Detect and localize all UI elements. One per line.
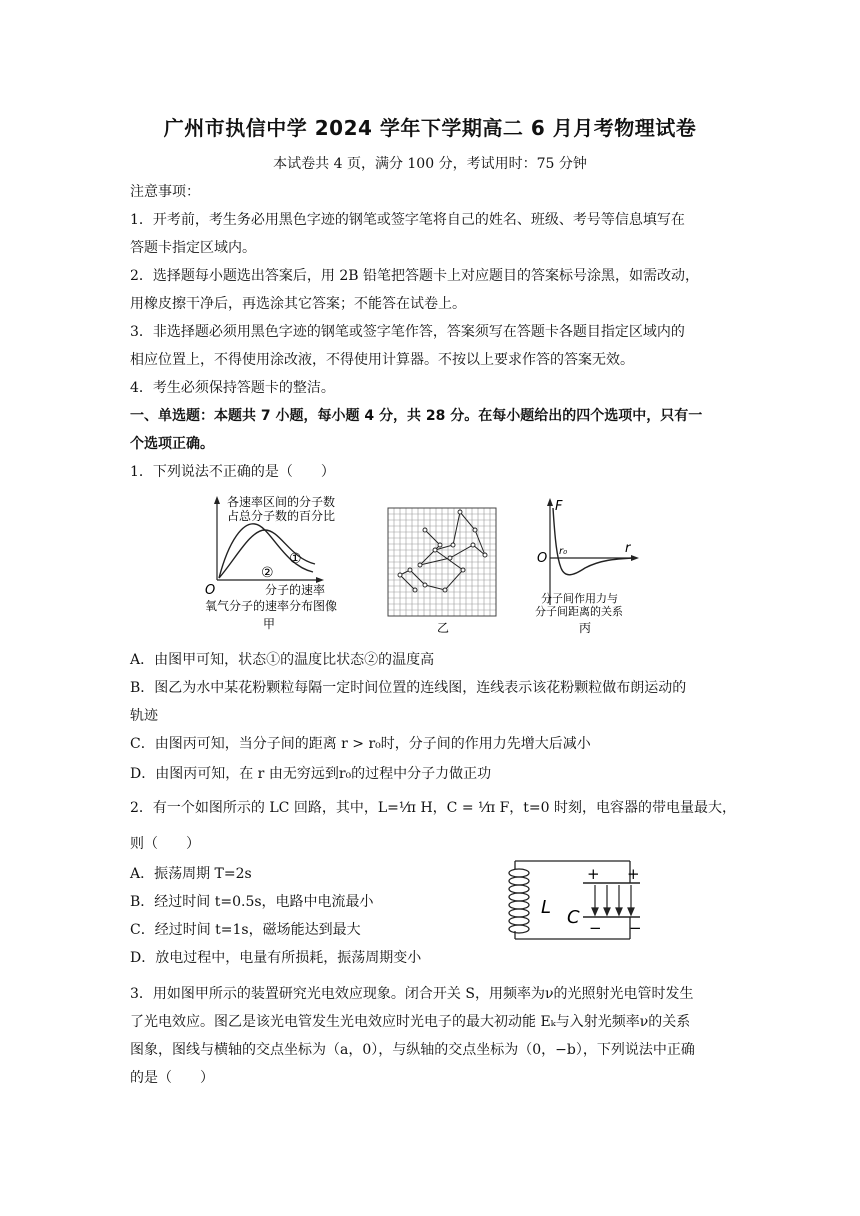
minus-sign: −	[629, 919, 642, 937]
minus-sign: −	[589, 919, 602, 937]
q1-option-c: C．由图丙可知，当分子间的距离 r > r₀时，分子间的作用力先增大后减小	[130, 736, 591, 752]
q1-option-b: B．图乙为水中某花粉颗粒每隔一定时间位置的连线图，连线表示该花粉颗粒做布朗运动的	[130, 680, 687, 696]
curve-label-2: ②	[261, 565, 274, 581]
q1-figures	[195, 490, 665, 640]
q2-stem: 2．有一个如图所示的 LC 回路，其中，L=¹⁄π H，C = ¹⁄π F，t=0 时刻，电容器的带电量最大，	[130, 800, 737, 816]
q3-line: 3．用如图甲所示的装置研究光电效应现象。闭合开关 S，用频率为ν的光照射光电管时发生	[130, 986, 694, 1002]
figure-jia	[205, 494, 337, 631]
section-heading-cont: 个选项正确。	[130, 436, 214, 452]
q1-option-a: A．由图甲可知，状态①的温度比状态②的温度高	[130, 652, 435, 668]
notice-line: 3．非选择题必须用黑色字迹的钢笔或签字笔作答，答案须写在答题卡各题目指定区域内的	[130, 324, 685, 340]
q1-stem: 1．下列说法不正确的是（ ）	[130, 464, 335, 480]
section-heading: 一、单选题：本题共 7 小题，每小题 4 分，共 28 分。在每小题给出的四个选项中，只有一	[130, 408, 703, 424]
jia-caption: 氧气分子的速率分布图像	[205, 599, 338, 613]
q3-line: 图象，图线与横轴的交点坐标为（a，0），与纵轴的交点坐标为（0，−b），下列说法中正确	[130, 1042, 695, 1058]
capacitor-label: C	[567, 907, 580, 928]
exam-title: 广州市执信中学 2024 学年下学期高二 6 月月考物理试卷	[163, 116, 697, 140]
bing-ylabel: F	[555, 499, 563, 514]
inductor-label: L	[541, 897, 552, 918]
exam-subtitle: 本试卷共 4 页，满分 100 分，考试用时：75 分钟	[273, 156, 587, 172]
plus-sign: +	[627, 865, 640, 883]
bing-caption-1: 分子间作用力与	[541, 592, 618, 605]
bing-r0: r₀	[559, 546, 568, 557]
figure-bing	[535, 498, 639, 635]
bing-caption-2: 分子间距离的关系	[535, 605, 623, 618]
jia-origin: O	[205, 583, 216, 598]
lc-circuit-diagram	[505, 855, 645, 945]
bing-xlabel: r	[625, 541, 631, 556]
q2-option-b: B．经过时间 t=0.5s，电路中电流最小	[130, 894, 374, 910]
force-curve	[553, 508, 633, 575]
q3-line: 的是（ ）	[130, 1070, 214, 1086]
notice-line: 2．选择题每小题选出答案后，用 2B 铅笔把答题卡上对应题目的答案标号涂黑，如需改动，	[130, 268, 700, 284]
notice-line: 相应位置上，不得使用涂改液，不得使用计算器。不按以上要求作答的答案无效。	[130, 352, 634, 368]
q3-line: 了光电效应。图乙是该光电管发生光电效应时光电子的最大初动能 Eₖ与入射光频率ν的关系	[130, 1014, 691, 1030]
jia-ylabel-2: 占总分子数的百分比	[227, 509, 336, 523]
plus-sign: +	[587, 865, 600, 883]
q1-option-b-cont: 轨迹	[130, 708, 158, 724]
notice-line: 用橡皮擦干净后，再选涂其它答案；不能答在试卷上。	[130, 296, 466, 312]
jia-xlabel: 分子的速率	[265, 583, 326, 597]
curve-label-1: ①	[289, 551, 302, 567]
notice-line: 4．考生必须保持答题卡的整洁。	[130, 380, 335, 396]
figure-yi	[388, 508, 496, 635]
field-arrows	[592, 885, 634, 915]
q2-option-d: D．放电过程中，电量有所损耗，振荡周期变小	[130, 950, 422, 966]
q2-stem-cont: 则（ ）	[130, 836, 200, 852]
q2-option-c: C．经过时间 t=1s，磁场能达到最大	[130, 922, 361, 938]
yi-name: 乙	[437, 621, 450, 635]
jia-ylabel-1: 各速率区间的分子数	[227, 495, 336, 509]
notice-line: 1．开考前，考生务必用黑色字迹的钢笔或签字笔将自己的姓名、班级、考号等信息填写在	[130, 212, 685, 228]
bing-name: 丙	[579, 621, 592, 635]
notice-heading: 注意事项：	[130, 184, 200, 200]
q2-option-a: A．振荡周期 T=2s	[130, 866, 252, 882]
notice-line: 答题卡指定区域内。	[130, 240, 256, 256]
jia-name: 甲	[263, 617, 276, 631]
bing-origin: O	[537, 551, 548, 566]
q1-option-d: D．由图丙可知，在 r 由无穷远到r₀的过程中分子力做正功	[130, 766, 492, 782]
inductor-coil	[509, 869, 529, 933]
